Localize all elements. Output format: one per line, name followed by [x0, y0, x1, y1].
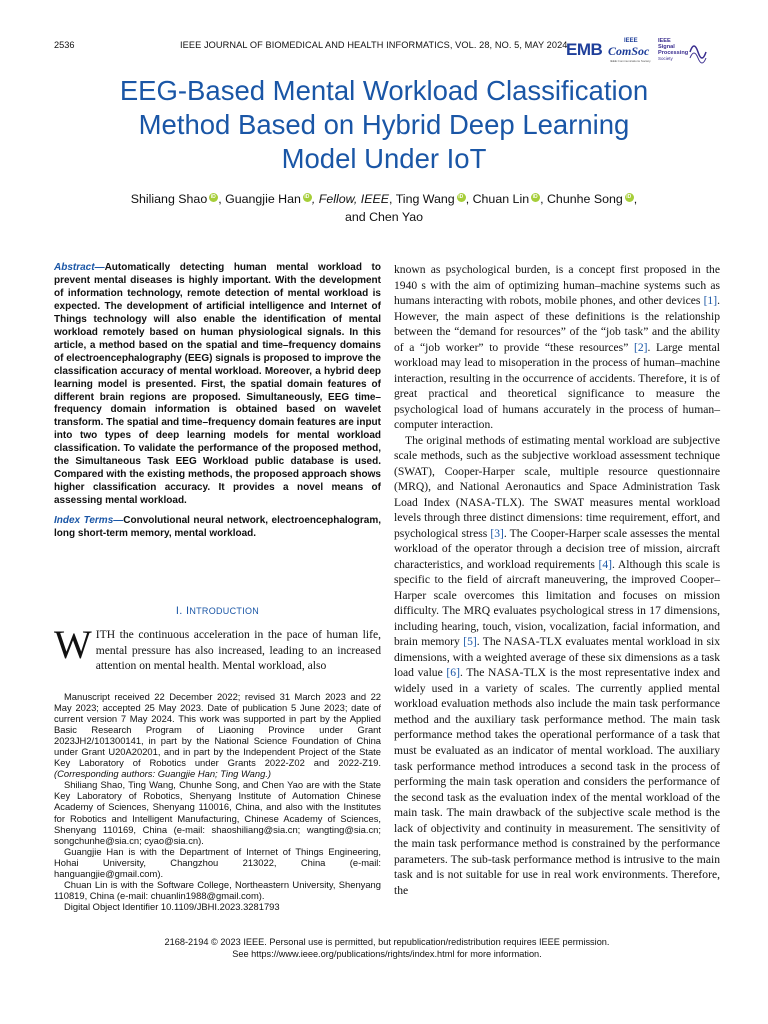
sps-wave-icon — [688, 38, 708, 64]
orcid-icon[interactable] — [209, 193, 218, 202]
orcid-icon[interactable] — [531, 193, 540, 202]
orcid-icon[interactable] — [457, 193, 466, 202]
author-list: Shiliang ShaoiD , Guangjie HaniD , Fellow, IEEE, Ting WangiD , Chuan LiniD , Chunhe SongiD , and Chen Yao — [60, 190, 708, 226]
citation-link[interactable]: [4] — [598, 557, 613, 571]
author-name: and Chen Yao — [344, 210, 424, 224]
right-column-body — [394, 262, 720, 898]
paper-title: EEG-Based Mental Workload Classification Method Based on Hybrid Deep Learning Model Under IoT — [119, 75, 649, 174]
citation-link[interactable]: [3] — [490, 526, 504, 540]
abstract: Abstract—Automatically detecting human mental workload to prevent mental diseases is highly important. With the development of information technology, remote detection of mental workload is expected. The development of artificial intelligence and Internet of Things technology will also enable the identification of mental workload remotely based on human physiological signals. In this article, a method based on the spatial and time–frequency domains of electroencephalography (EEG) signals is proposed to improve the classification accuracy of mental workload. Moreover, a hybrid deep learning model is presented. First, the spatial domain features of different brain regions are proposed. Simultaneously, EEG time–frequency domain information is obtained based on wavelet transform. The spatial and time–frequency domain features are input into two types of deep learning models for mental workload classification. To validate the performance of the proposed method, the Simultaneous Task EEG Workload public database is used. Compared with the existing methods, the proposed approach shows higher classification accuracy. It provides a novel means of assessing mental workload. Index Terms—Convolutional neural network, electroencephalogram, long short-term memory, mental workload. — [54, 262, 382, 540]
society-logos — [566, 38, 716, 68]
abstract-text: Automatically detecting human mental workload to prevent mental diseases is highly important. With the development of information technology, remote detection of mental workload is expected. The development of artificial intelligence and Internet of Things technology will also enable the identification of mental workload remotely based on human physiological signals. In this article, a method based on the spatial and time–frequency domains of electroencephalography (EEG) signals is proposed to improve the classification accuracy of mental workload. Moreover, a hybrid deep learning model is presented. First, the spatial domain features of different brain regions are proposed. Simultaneously, EEG time–frequency domain information is obtained based on wavelet transform. The spatial and time–frequency domain features are input into two types of deep learning models for mental workload classification. To validate the performance of the proposed method, the Simultaneous Task EEG Workload public database is used. Compared with the existing methods, the proposed approach shows higher classification accuracy. It provides a novel means of assessing mental workload. — [54, 262, 381, 507]
emb-logo: EMB — [566, 40, 603, 59]
drop-cap: W — [54, 622, 92, 667]
section-heading: I. INTRODUCTION — [175, 605, 260, 617]
index-terms-text: Convolutional neural network, electroencephalogram, long short-term memory, mental workload. — [54, 515, 382, 540]
footnote: Manuscript received 22 December 2022; revised 31 March 2023 and 22 May 2023; accepted 25 May 2023. Date of publication 5 June 2023; date of current version 7 May 2024. This work was supported in part by the Applied Basic Research Program of Liaoning Province under Grant 2023JH2/101300141, in part by the National Science Foundation of China under Grant U20A20201, and in part by the Independent Project of the State Key Laboratory of Robotics under Grants 2022-Z02 and 2022-Z19. (Corresponding authors: Guangjie Han; Ting Wang.) Shiliang Shao, Ting Wang, Chunhe Song, and Chen Yao are with the State Key Laboratory of Robotics, Shenyang Institute of Automation Chinese Academy of Sciences, Shenyang 110016, China, and also with the Institutes for Robotics and Intelligent Manufacturing, Chinese Academy of Sciences, Shenyang 110169, China (e-mail: shaoshiliang@sia.cn; wangting@sia.cn; songchunhe@sia.cn; cyao@sia.cn). Guangjie Han is with the Department of Internet of Things Engineering, Hohai University, Changzhou 213022, China (e-mail: hanguangjie@gmail.com). Chuan Lin is with the Software College, Northeastern University, Shenyang 110819, China (e-mail: chuanlin1988@gmail.com). Digital Object Identifier 10.1109/JBHI.2023.3281793 — [54, 691, 381, 912]
running-header — [54, 40, 574, 54]
author-name: Guangjie Han — [225, 192, 301, 206]
author-name: Chuan Lin — [472, 192, 530, 206]
abstract-label: Abstract — [54, 262, 95, 273]
author-name: Chunhe Song — [546, 192, 623, 206]
page-number: 2536 — [54, 40, 75, 50]
copyright-notice: 2168-2194 © 2023 IEEE. Personal use is permitted, but republication/redistribution requires IEEE permission. See https://www.ieee.org/publications/rights/index.html for more information. — [164, 937, 610, 959]
author-name: Ting Wang — [395, 192, 455, 206]
citation-link[interactable]: [1] — [703, 294, 718, 308]
citation-link[interactable]: [6] — [446, 666, 460, 680]
body-paragraph: known as psychological burden, is a concept first proposed in the 1940 s with the aim of optimizing human–machine systems such as humans interacting with robots, mobile phones, and other devices [1]. However, the main aspect of these definitions is the relationship between the “demand for resources” of the “job task” and the ability of a “job worker” to provide “these resources” [2]. Large mental workload may lead to misoperation in the process of human–machine interaction, resulting in the occurrence of accidents. Therefore, it is of great practical and theoretical significance to measure the psychological load of humans accurately in the process of human–computer interaction. — [394, 263, 720, 432]
intro-paragraph: WITH the continuous acceleration in the pace of human life, mental pressure has also increased, leading to an increased attention on mental health. Mental workload, also — [54, 622, 381, 672]
citation-link[interactable]: [2] — [633, 340, 648, 354]
comsoc-logo: IEEE ComSoc IEEE Communications Society — [608, 38, 651, 63]
index-terms-label: Index Terms — [54, 515, 114, 527]
citation-link[interactable]: [5] — [463, 635, 477, 649]
orcid-icon[interactable] — [303, 193, 312, 202]
journal-name: IEEE JOURNAL OF BIOMEDICAL AND HEALTH INFORMATICS, VOL. 28, NO. 5, MAY 2024 — [180, 40, 568, 50]
signal-processing-society-logo: IEEE Signal Processing Society — [658, 38, 714, 66]
body-paragraph: The original methods of estimating mental workload are subjective scale methods, such as the subjective workload assessment technique (SWAT), Cooper-Harper scale, multiple resource questionnaire (MRQ), and National Aeronautics and Space Administration Task Load Index (NASA-TLX). The SWAT measures mental workload levels through three distinct dimensions: time requirement, effort, and psychological stress [3]. The Cooper-Harper scale assesses the mental workload of the operator through a decision tree of mission, aircraft characteristics, and workload requirements [4]. Although this scale is specific to the field of aircraft maneuvering, the improved Cooper–Harper scale overcomes this limitation and focuses on mission difficulty. The MRQ evaluates psychological stress in 17 dimensions, including hearing, touch, vision, vocalization, facial information, and brain memory [5]. The NASA-TLX evaluates mental workload in six dimensions, with a weighted average of these six dimensions as a task load value [6]. The NASA-TLX is the most representative index and widely used in a variety of scales. The currently applied mental workload evaluation methods also include the main task performance method and the auxiliary task performance method. The main task performance method takes the operational performance of a task that must be evaluated as an indicator of mental workload. The auxiliary task performance method introduces a second task in the process of performing the main task operation and considers the performance of the second task as the evaluation index of the mental workload of the main task. The main drawback of the subjective scale method is the lack of objectivity and continuity in measurement. The sensitivity of the main task performance method is constrained by the performance parameters. The sub-task performance method is intrusive to the main task and is not suitable for use in real work environments. Therefore, the — [394, 433, 720, 897]
orcid-icon[interactable] — [625, 193, 634, 202]
author-name: Shiliang Shao — [130, 192, 208, 206]
author-affiliation-fellow: , Fellow, IEEE — [311, 192, 390, 206]
